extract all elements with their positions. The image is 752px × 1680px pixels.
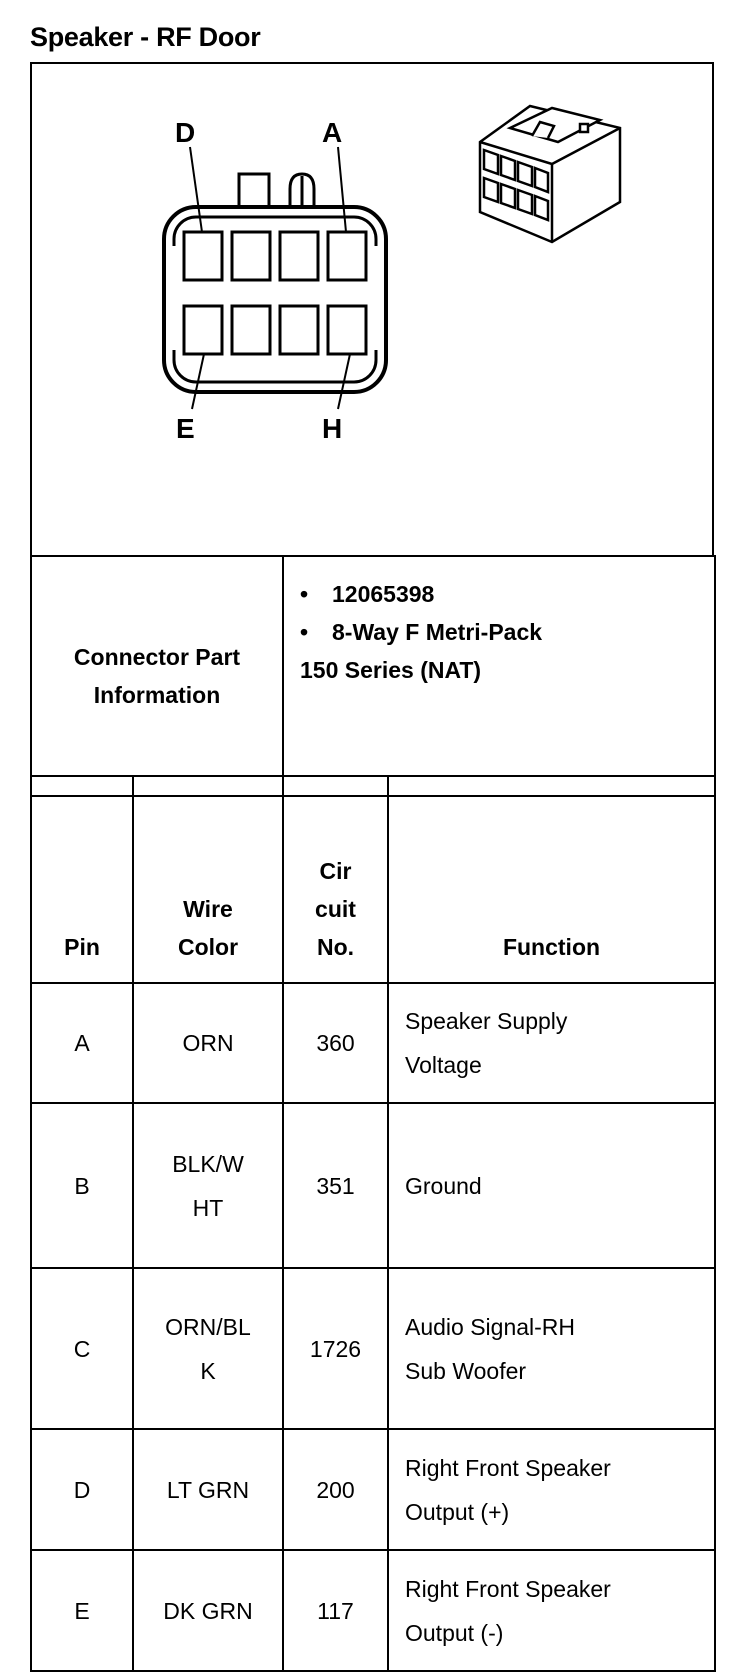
table-row <box>31 1429 715 1550</box>
part-number: 12065398 <box>332 581 435 607</box>
function-cell: Audio Signal-RH Sub Woofer <box>388 1268 715 1429</box>
wire-color-cell: ORN <box>133 983 283 1103</box>
function-cell: Ground <box>388 1103 715 1268</box>
pin-cell: C <box>31 1268 133 1429</box>
pin-label-d: D <box>175 117 196 148</box>
pin-cell: D <box>31 1429 133 1550</box>
circuit-cell: 360 <box>283 983 388 1103</box>
table-row <box>31 1268 715 1429</box>
table-row <box>31 1550 715 1671</box>
header-function: Function <box>388 776 715 983</box>
wire-color-cell: ORN/BLK <box>133 1268 283 1429</box>
header-circuit-number: Cir cuit No. <box>283 776 388 983</box>
header-pin: Pin <box>31 776 133 983</box>
pinout-table <box>30 775 716 1672</box>
pin-cell: E <box>31 1550 133 1671</box>
function-cell: Right Front Speaker Output (-) <box>388 1550 715 1671</box>
connector-face-drawing <box>32 64 716 559</box>
pin-label-h: H <box>322 413 343 444</box>
circuit-cell: 1726 <box>283 1268 388 1429</box>
circuit-cell: 351 <box>283 1103 388 1268</box>
function-cell: Right Front Speaker Output (+) <box>388 1429 715 1550</box>
connector-part-details: • 12065398 • 8-Way F Metri-Pack 150 Series (NAT) <box>283 556 715 796</box>
connector-part-label: Connector Part Information <box>31 556 283 796</box>
connector-part-information <box>30 555 716 797</box>
connector-3d-illustration <box>480 106 620 242</box>
page-title: Speaker - RF Door <box>30 22 261 52</box>
pin-cell: A <box>31 983 133 1103</box>
pin-cell: B <box>31 1103 133 1268</box>
wire-color-cell: BLK/WHT <box>133 1103 283 1268</box>
connector-series: 150 Series (NAT) <box>300 657 482 683</box>
pin-label-e: E <box>176 413 195 444</box>
pinout-header-row <box>31 776 715 983</box>
table-row <box>31 1103 715 1268</box>
wire-color-cell: DK GRN <box>133 1550 283 1671</box>
table-row <box>31 983 715 1103</box>
header-wire-color: Wire Color <box>133 776 283 983</box>
connector-diagram <box>30 62 714 557</box>
function-cell: Speaker Supply Voltage <box>388 983 715 1103</box>
circuit-cell: 200 <box>283 1429 388 1550</box>
circuit-cell: 117 <box>283 1550 388 1671</box>
connector-type: 8-Way F Metri-Pack <box>332 619 543 645</box>
wire-color-cell: LT GRN <box>133 1429 283 1550</box>
pin-label-a: A <box>322 117 343 148</box>
